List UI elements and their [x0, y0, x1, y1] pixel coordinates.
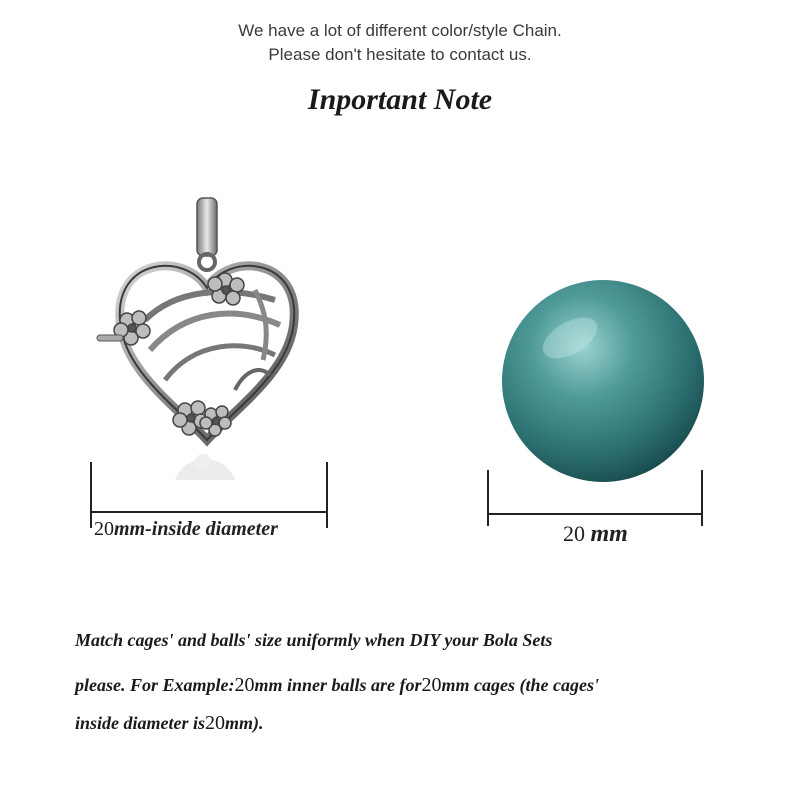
flower-decoration: [208, 273, 244, 305]
teal-ball-svg: [500, 278, 706, 484]
bail-shape: [197, 198, 217, 256]
paragraph-line-3: inside diameter is20mm).: [75, 712, 264, 734]
cage-measurement: [90, 462, 330, 552]
header-line-2: Please don't hesitate to contact us.: [268, 45, 532, 64]
ball-measure-unit: mm: [590, 521, 628, 547]
note-title: Inportant Note: [307, 83, 493, 116]
cage-measure-number: 20: [94, 518, 114, 540]
header-line-1: We have a lot of different color/style Chain.: [238, 21, 562, 40]
ball-sphere-shape: [502, 280, 704, 482]
ball-measure-label: [563, 521, 628, 548]
paragraph-line-2: please. For Example:20mm inner balls are for20mm cages (the cages': [75, 674, 599, 696]
ball-measurement: [487, 470, 707, 550]
ball-measure-number: 20: [563, 521, 591, 546]
teal-ball-image: [500, 278, 706, 484]
cage-measure-label: [94, 518, 278, 541]
cage-measure-text: mm-inside diameter: [114, 518, 278, 540]
paragraph-line-1: Match cages' and balls' size uniformly when DIY your Bola Sets: [75, 630, 553, 650]
